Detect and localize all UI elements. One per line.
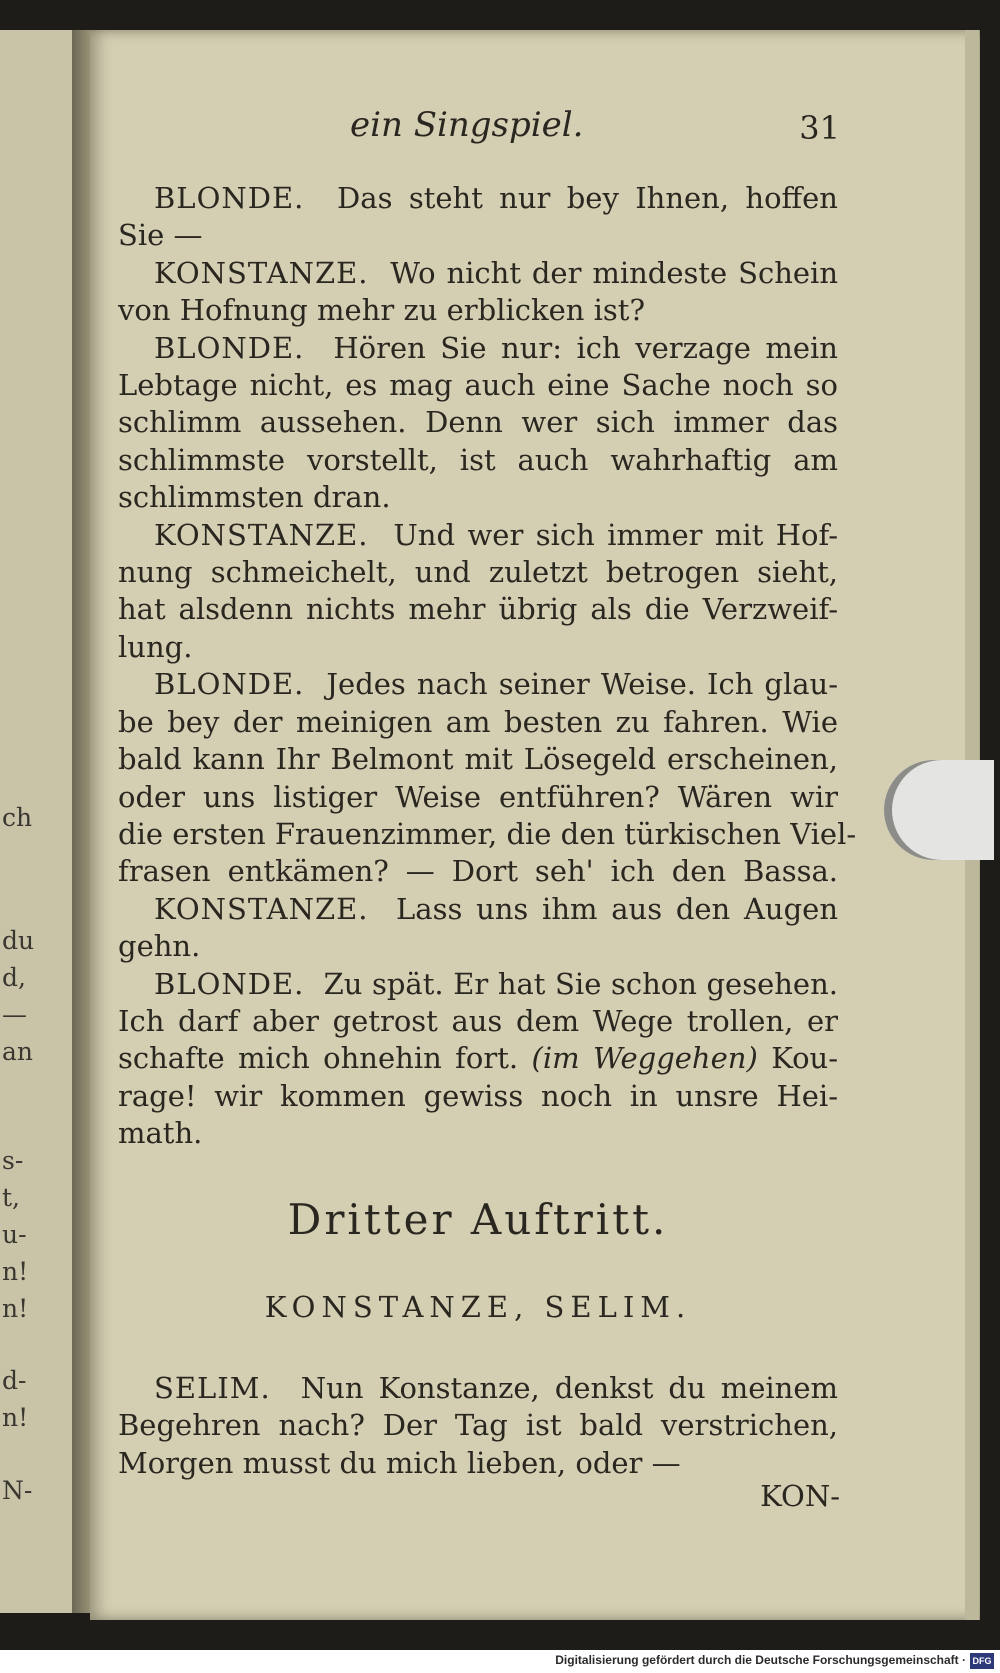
text-line: lung. — [118, 629, 193, 664]
speaker-name: BLONDE. — [154, 330, 305, 365]
text-line: schlimm aussehen. Denn wer sich immer das — [118, 405, 838, 440]
text-line: hat alsdenn nichts mehr übrig als die Verzweif- — [118, 592, 838, 627]
text-line — [118, 891, 838, 928]
text-line: Begehren nach? Der Tag ist bald verstrichen, — [118, 1408, 838, 1443]
text-line — [118, 517, 838, 554]
text-line: Morgen musst du mich lieben, oder — — [118, 1445, 681, 1480]
running-head-title: ein Singspiel. — [350, 105, 584, 145]
speaker-name: KONSTANZE. — [154, 891, 369, 926]
text-line — [118, 1040, 838, 1077]
text-line: nung schmeichelt, und zuletzt betrogen sieht, — [118, 555, 838, 590]
speech-text: Kou- — [771, 1041, 839, 1076]
page-holder-clip — [884, 760, 994, 860]
text-line: schlimmste vorstellt, ist auch wahrhaftig am — [118, 442, 838, 477]
text-line: frasen entkämen? — Dort seh' ich den Bassa. — [118, 854, 838, 889]
speaker-name: SELIM. — [154, 1371, 271, 1405]
left-page-fragment: an — [2, 1037, 34, 1066]
speaker-name: BLONDE. — [154, 966, 305, 1001]
speech-text: Lass uns ihm aus den Augen — [396, 891, 839, 926]
page-number: 31 — [799, 109, 840, 147]
funding-note: Digitalisierung gefördert durch die Deutsche Forschungsgemeinschaft · — [555, 1653, 966, 1667]
speaker-name: KONSTANZE. — [154, 517, 369, 552]
left-page-fragment: ch — [2, 803, 33, 832]
text-line: rage! wir kommen gewiss noch in unsre Hei- — [118, 1078, 838, 1113]
text-line — [118, 1370, 838, 1407]
left-page-fragment: u- — [2, 1220, 27, 1249]
selim-speech — [118, 1370, 838, 1482]
text-line: oder uns listiger Weise entführen? Wären wir — [118, 779, 838, 814]
dfg-logo-icon: DFG — [970, 1653, 994, 1669]
scene-cast: KONSTANZE, SELIM. — [264, 1290, 692, 1324]
left-page-fragment: N- — [2, 1476, 33, 1505]
left-page-fragment: n! — [2, 1257, 29, 1286]
text-line: Lebtage nicht, es mag auch eine Sache noch so — [118, 368, 838, 403]
speech-text: schafte mich ohnehin fort. — [118, 1041, 519, 1076]
speech-text: Und wer sich immer mit Hof- — [393, 517, 839, 552]
speech-text: Das steht nur bey Ihnen, hoffen — [337, 181, 838, 215]
speech-text: Zu spät. Er hat Sie schon gesehen. — [323, 966, 838, 1001]
speaker-name: BLONDE. — [154, 667, 305, 702]
speech-text: Wo nicht der mindeste Schein — [390, 255, 838, 290]
scene-title: Dritter Auftritt. — [287, 1195, 669, 1244]
speech-text: Nun Konstanze, denkst du meinem — [300, 1371, 838, 1405]
catchword: KON- — [760, 1479, 840, 1513]
text-line: Sie — — [118, 218, 203, 253]
text-line — [118, 180, 838, 217]
left-page-fragment: s- — [2, 1146, 24, 1175]
left-page-fragment: t, — [2, 1183, 20, 1212]
text-line — [118, 255, 838, 292]
text-line — [118, 666, 838, 703]
text-line: math. — [118, 1116, 203, 1151]
book-gutter — [72, 30, 92, 1613]
speech-text: Jedes nach seiner Weise. Ich glau- — [326, 667, 838, 702]
dialogue-text — [118, 180, 857, 1153]
text-line: Ich darf aber getrost aus dem Wege trollen, er — [118, 1003, 838, 1038]
running-head — [350, 105, 840, 155]
text-line: be bey der meinigen am besten zu fahren. Wie — [118, 704, 838, 739]
funding-footer — [0, 1650, 1000, 1673]
text-line: schlimmsten dran. — [118, 480, 391, 515]
text-line — [118, 330, 838, 367]
left-page-fragment: du — [2, 926, 35, 955]
text-line: von Hofnung mehr zu erblicken ist? — [118, 293, 645, 328]
text-line: bald kann Ihr Belmont mit Lösegeld erscheinen, — [118, 742, 838, 777]
left-page-fragment: — — [2, 1000, 27, 1029]
text-line — [118, 966, 838, 1003]
left-page-edge — [0, 30, 72, 1613]
stage-direction: (im Weggehen) — [531, 1041, 758, 1076]
speaker-name: BLONDE. — [154, 181, 305, 215]
speech-text: Hören Sie nur: ich verzage mein — [333, 330, 838, 365]
left-page-fragment: n! — [2, 1403, 29, 1432]
left-page-fragment: d- — [2, 1366, 27, 1395]
left-page-fragment: n! — [2, 1294, 29, 1323]
speaker-name: KONSTANZE. — [154, 255, 369, 290]
left-page-fragment: d, — [2, 963, 26, 992]
text-line: die ersten Frauenzimmer, die den türkischen Viel- — [118, 816, 857, 851]
text-line: gehn. — [118, 929, 201, 964]
